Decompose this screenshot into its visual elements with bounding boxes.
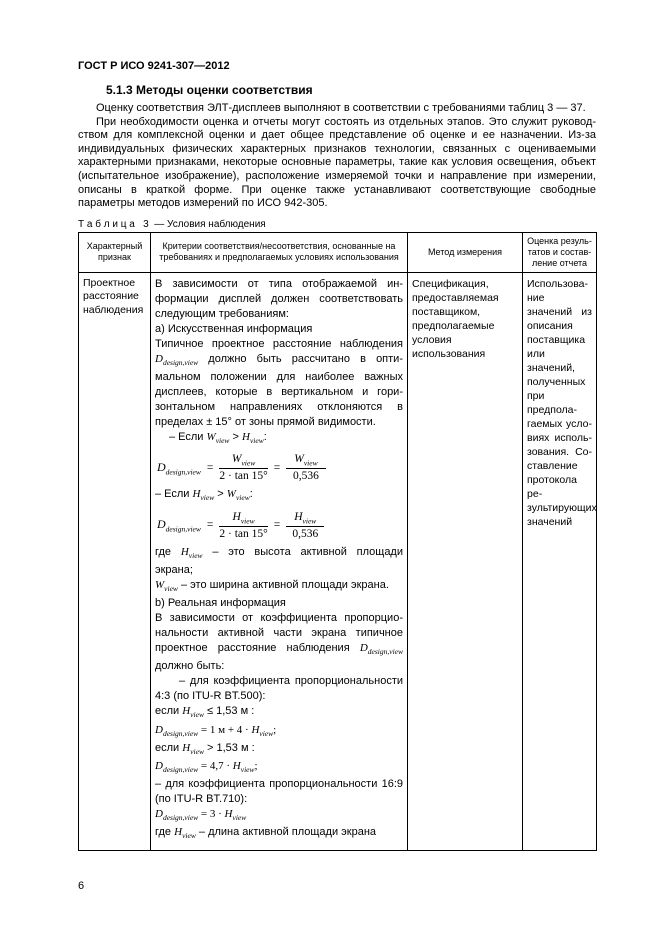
equation-4-3-b [155, 759, 403, 777]
fraction-h-tan [219, 511, 267, 540]
semicolon-sign: ; [254, 760, 258, 773]
math-symbol: D [157, 517, 166, 532]
text-segment: ≤ 1,53 м : [207, 705, 255, 718]
fraction-denominator: 0,536 [292, 527, 319, 540]
equation-16-9 [155, 807, 403, 825]
math-symbol: H [242, 430, 250, 443]
var-d-design-view [359, 642, 403, 657]
fraction-w-value [286, 453, 325, 482]
equals-sign: = [206, 461, 214, 474]
fraction-numerator [286, 511, 324, 527]
var-h-view [182, 705, 204, 720]
math-subscript: view [249, 436, 264, 446]
formula-d-from-h [157, 511, 403, 540]
math-symbol: H [192, 488, 201, 501]
colon-sign: : [249, 488, 253, 501]
math-subscript: view [232, 813, 247, 823]
var-w-view [155, 579, 178, 594]
where-clause-h [155, 545, 403, 578]
fraction-denominator: 0,536 [292, 470, 319, 483]
math-subscript: design,view [162, 765, 199, 775]
math-symbol: H [294, 510, 303, 523]
text-segment: если [155, 705, 180, 718]
text-segment: – это ширина активной площади экрана. [180, 579, 389, 592]
math-symbol: H [232, 510, 241, 523]
math-symbol: W [231, 453, 242, 466]
math-subscript: view [302, 515, 317, 525]
text-segment: должно быть: [155, 660, 225, 673]
fraction-denominator: 2 · tan 15° [219, 470, 268, 483]
math-subscript: design,view [162, 813, 199, 823]
math-symbol: D [155, 723, 163, 736]
math-subscript: view [240, 765, 255, 775]
table-row [79, 272, 597, 850]
condition-h-gt-w [155, 487, 403, 505]
equals-sign: = [273, 461, 281, 474]
var-w-view [294, 453, 318, 468]
math-subscript: view [182, 831, 196, 841]
var-d-design-view [155, 353, 198, 365]
math-symbol: W [294, 453, 304, 466]
math-subscript: design,view [165, 524, 201, 534]
gt-sign: > [217, 488, 224, 501]
var-d-design-view [155, 724, 198, 736]
var-d-design-view [157, 460, 201, 476]
criteria-b-intro [155, 611, 403, 674]
text-segment: = 4,7 · [200, 760, 231, 773]
math-subscript: view [188, 551, 203, 561]
math-subscript: design,view [162, 728, 199, 738]
condition-h-le [155, 704, 403, 722]
fraction-w-tan [219, 453, 267, 482]
math-symbol: W [226, 488, 236, 501]
header-characteristic: Характерный признак [79, 232, 151, 272]
math-symbol: D [155, 760, 163, 773]
condition-w-gt-h [155, 430, 403, 448]
var-h-view [180, 545, 203, 561]
criteria-item-a-title: а) Искусственная информация [155, 322, 313, 335]
cell-method: Спецификация, предоставляемая поставщиком, предполагаемые условия использования [408, 272, 523, 850]
criteria-intro: В зависимости от типа отображаемой информации дисплей должен соответствовать следующим требованиям: [155, 277, 403, 320]
math-symbol: H [182, 741, 191, 754]
math-symbol: H [180, 545, 189, 558]
var-h-view [251, 724, 273, 736]
math-subscript: design,view [165, 466, 201, 476]
text-segment: если [155, 741, 180, 754]
math-subscript: view [190, 710, 204, 720]
var-h-view [233, 511, 255, 523]
math-subscript: view [241, 458, 256, 468]
var-h-view [224, 808, 247, 823]
formula-d-from-w [157, 453, 403, 482]
section-heading: 5.1.3 Методы оценки соответствия [106, 83, 313, 97]
math-subscript: design,view [162, 357, 199, 367]
var-d-design-view [155, 808, 199, 823]
where-clause-w [155, 578, 403, 596]
document-header: ГОСТ Р ИСО 9241-307—2012 [78, 60, 230, 72]
var-w-view [206, 430, 230, 446]
math-subscript: view [190, 747, 204, 757]
header-criteria: Критерии соответствия/несоответствия, основанные на требованиях и предполагаемых условиях использования [151, 232, 408, 272]
equals-sign: = [206, 519, 214, 532]
var-w-view [226, 488, 250, 503]
math-subscript: view [235, 493, 250, 503]
semicolon-sign: ; [273, 723, 277, 736]
fraction-denominator: 2 · tan 15° [219, 527, 268, 540]
math-subscript: view [303, 458, 318, 468]
var-h-view [174, 826, 196, 841]
page-number: 6 [78, 880, 85, 892]
var-h-view [242, 430, 264, 446]
math-subscript: view [259, 728, 274, 738]
math-symbol: H [174, 826, 183, 839]
text-segment: Типичное проектное расстояние наблюдения [155, 337, 403, 350]
var-d-design-view [155, 760, 199, 775]
math-symbol: D [155, 808, 163, 821]
math-subscript: view [240, 515, 255, 525]
math-symbol: H [232, 760, 241, 773]
cell-characteristic: Проектное расстояние наблюдения [79, 272, 151, 850]
condition-h-gt [155, 741, 403, 759]
text-segment: где [155, 826, 172, 839]
math-symbol: W [155, 579, 165, 592]
conditions-table [78, 232, 597, 851]
equals-sign: = [273, 519, 281, 532]
fraction-h-value [286, 511, 324, 540]
math-symbol: D [155, 352, 163, 365]
text-segment: – это высота активной площади экрана; [155, 545, 403, 577]
cell-evaluation: Использование значений из описания поставщика или значений, полученных при предполагаемых условиях использования. Составление протокола результирующих значений [523, 272, 597, 850]
math-symbol: H [182, 705, 191, 718]
text-segment: должно быть рассчитано в оптимальном положении для наиболее важных дисплеев, которые в вертикальном и горизонтальном направлениях отклоняются в пределах ± 15° от зоны прямой видимости. [155, 352, 403, 428]
fraction-numerator [219, 511, 267, 527]
equation-4-3-a [155, 723, 403, 741]
math-subscript: view [215, 436, 230, 446]
criteria-typical-distance [155, 337, 403, 430]
text-segment: где [155, 545, 172, 558]
var-h-view [232, 760, 258, 775]
text-segment: – Если [169, 430, 204, 443]
colon-sign: : [263, 430, 267, 443]
var-h-view [294, 511, 316, 523]
table-caption: Т а б л и ц а 3 — Условия наблюдения [78, 218, 266, 230]
cell-criteria [151, 272, 408, 850]
where-clause-final [155, 825, 403, 843]
var-h-view [182, 741, 204, 757]
fraction-numerator [286, 453, 325, 469]
paragraph-1: Оценку соответствия ЭЛТ-дисплеев выполняют в соответствии с требованиями таблиц 3 — 37. [96, 102, 586, 114]
header-method: Метод измерения [408, 232, 523, 272]
text-segment: – длина активной площади экрана [198, 826, 377, 839]
math-symbol: H [224, 808, 233, 821]
text-segment: – Если [155, 488, 190, 501]
fraction-numerator [219, 453, 267, 469]
math-subscript: view [164, 584, 178, 594]
criteria-item-b-title: b) Реальная информация [155, 597, 286, 610]
table-header-row [79, 232, 597, 272]
math-symbol: D [359, 642, 368, 655]
text-segment: > 1,53 м : [207, 741, 255, 754]
text-segment: В зависимости от коэффициента пропорциональности активной части экрана типичное проектное расстояние наблюдения [155, 612, 403, 655]
text-segment: = 1 м + 4 · [200, 723, 249, 736]
ratio-4-3-item: – для коэффициента пропорциональности 4:3 (по ITU-R BT.500): [155, 675, 403, 703]
math-symbol: D [157, 459, 166, 474]
var-d-design-view [157, 517, 201, 533]
var-h-view [192, 488, 215, 503]
paragraph-2: При необходимости оценка и отчеты могут состоять из отдельных этапов. Это служит руководством для комплексной оценки и дает общее представление об оценке и ее назначении. Из-за индивидуальных физических характерных признаков технологии, связанных с оцениваемыми характерными признаками, некоторые основные параметры, такие как условия освещения, объект (испытательное изображение), расположение измеряемой точки и направление при измерении, описаны в краткой форме. При оценке также устанавливают соответствующие свободные параметры методов измерений по ИСО 942-305. [78, 115, 596, 210]
math-subscript: design,view [367, 647, 403, 657]
header-evaluation: Оценка результатов и составление отчета [523, 232, 597, 272]
text-segment: = 3 · [200, 808, 222, 821]
var-w-view [231, 453, 256, 468]
math-symbol: H [251, 723, 260, 736]
gt-sign: > [232, 430, 239, 443]
ratio-16-9-item: – для коэффициента пропорциональности 16:9 (по ITU-R BT.710): [155, 778, 403, 806]
math-subscript: view [200, 493, 215, 503]
math-symbol: W [206, 430, 216, 443]
